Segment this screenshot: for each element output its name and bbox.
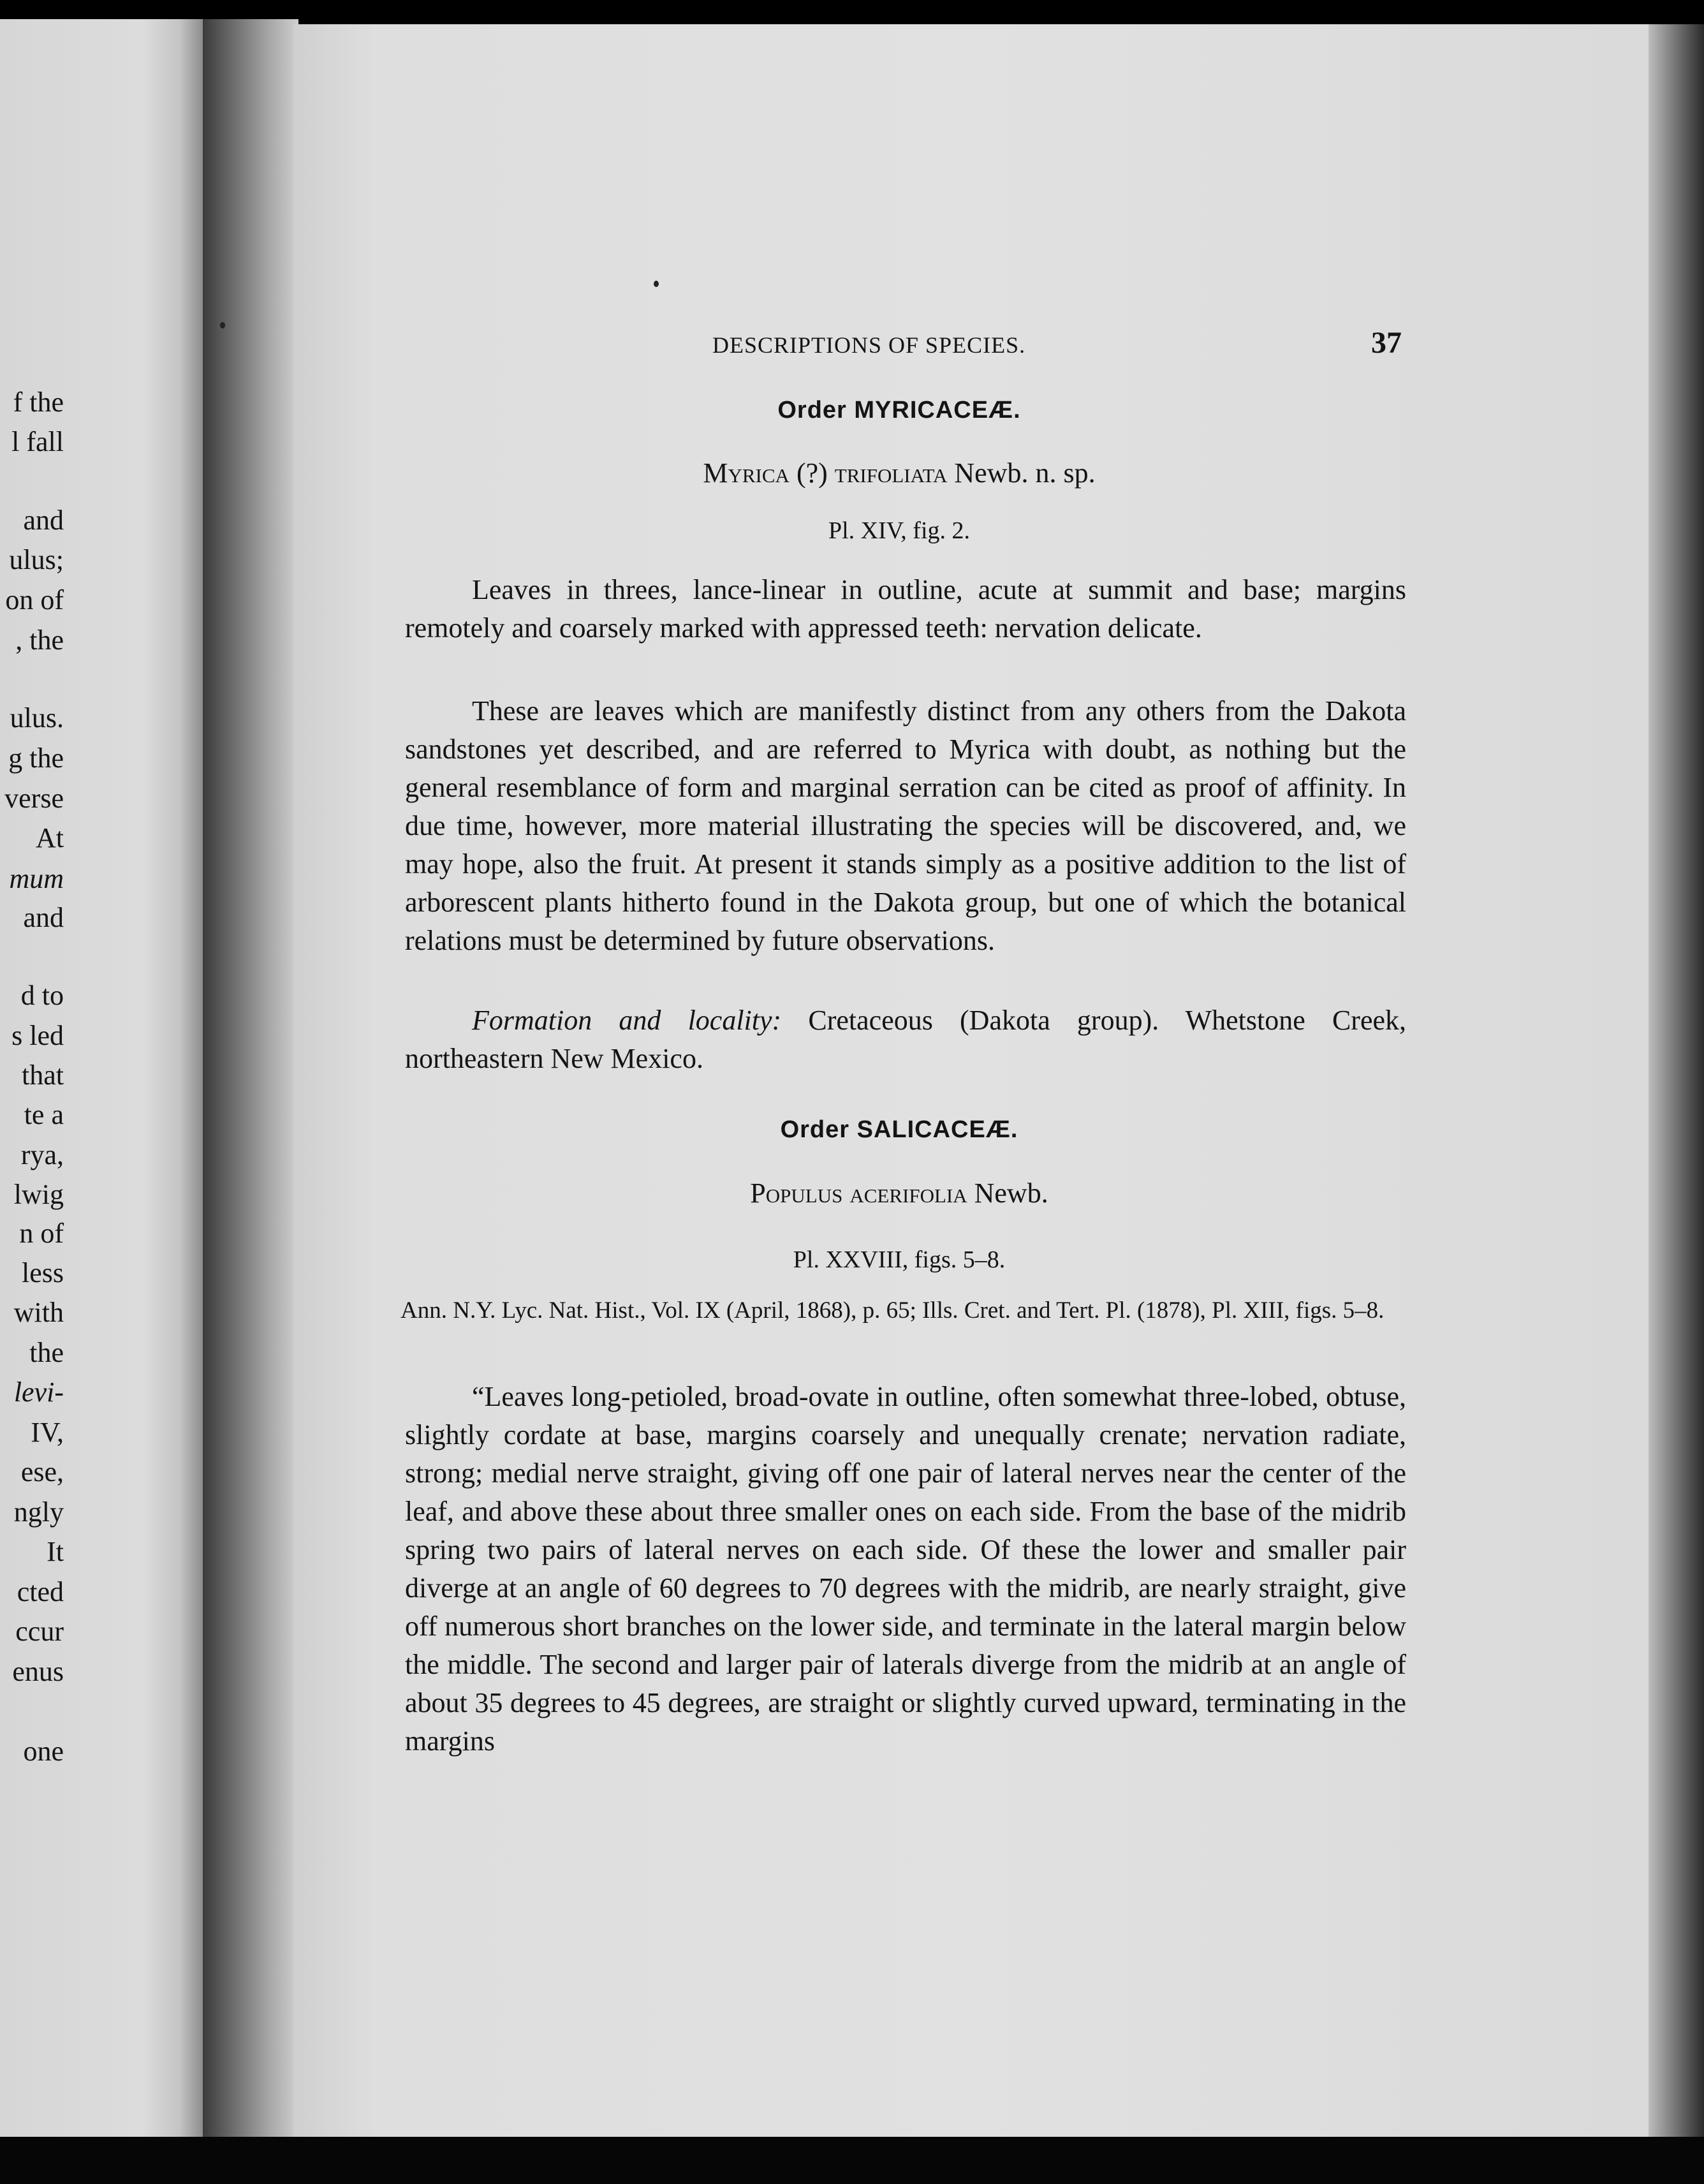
- formation-locality: [405, 1001, 1406, 1078]
- species-genus: Myrica: [703, 457, 790, 489]
- left-page-line-fragment: levi-: [13, 1376, 64, 1408]
- left-page-line-fragment: the: [29, 1337, 64, 1368]
- species-author: Newb.: [974, 1177, 1048, 1209]
- species-author: Newb. n. sp.: [954, 457, 1096, 489]
- left-page-line-fragment: enus: [12, 1656, 64, 1687]
- left-page-line-fragment: te a: [24, 1099, 64, 1130]
- book-gutter: [203, 19, 298, 2150]
- left-page-line-fragment: It: [47, 1536, 64, 1567]
- formation-label: Formation and locality:: [472, 1005, 782, 1036]
- left-page-line-fragment: At: [36, 822, 64, 853]
- scan-bottom-border: [0, 2137, 1704, 2184]
- species-heading-myrica: [402, 457, 1397, 489]
- right-page-edge: [1649, 24, 1704, 2142]
- running-head: DESCRIPTIONS OF SPECIES.: [712, 332, 1026, 358]
- left-page-line-fragment: n of: [19, 1218, 64, 1249]
- formation-text: Cretaceous (Dakota group). Whetstone Creek, northeastern New Mexico.: [405, 1005, 1407, 1074]
- page-number: 37: [1371, 326, 1402, 360]
- species-epithet: acerifolia: [849, 1177, 967, 1209]
- left-page-line-fragment: ese,: [20, 1456, 64, 1487]
- left-page-line-fragment: g the: [8, 742, 64, 774]
- remarks-paragraph: These are leaves which are manifestly distinct from any others from the Dakota sandstones yet described, and are referred to Myrica with doubt, as nothing but the general resemblance of form and marginal serration can be cited as proof of affinity. In due time, however, more material illustrating the species will be discovered, and, we may hope, also the fruit. At present it stands simply as a positive addition to the list of arborescent plants hitherto found in the Dakota group, but one of which the botanical relations must be determined by future observations.: [405, 695, 1406, 956]
- left-page-line-fragment: that: [22, 1059, 64, 1091]
- left-page-line-fragment: s led: [11, 1020, 64, 1051]
- species-genus: Populus: [750, 1177, 843, 1209]
- left-page-line-fragment: and: [23, 902, 64, 933]
- specks: [654, 281, 659, 287]
- left-page-line-fragment: ulus;: [9, 544, 64, 575]
- left-page-line-fragment: ccur: [15, 1616, 64, 1647]
- left-page-line-fragment: ngly: [13, 1496, 64, 1528]
- plate-reference: Pl. XIV, fig. 2.: [828, 517, 971, 544]
- species-epithet: (?) trifoliata: [796, 457, 948, 489]
- order-heading-salicaceae: Order SALICACEÆ.: [780, 1116, 1018, 1143]
- specks: [220, 322, 225, 328]
- left-page-line-fragment: less: [22, 1257, 64, 1288]
- order-heading-myricaceae: Order MYRICACEÆ.: [777, 397, 1021, 424]
- bibliographic-reference: Ann. N.Y. Lyc. Nat. Hist., Vol. IX (April, 1868), p. 65; Ills. Cret. and Tert. Pl. (1878), Pl. XIII, figs. 5–8.: [400, 1297, 1384, 1324]
- description-paragraph: “Leaves long-petioled, broad-ovate in outline, often somewhat three-lobed, obtuse, slightly cordate at base, margins coarsely and unequally crenate; nervation radiate, strong; medial nerve straight, giving off one pair of lateral nerves near the center of the leaf, and above these about three smaller ones on each side. From the base of the midrib spring two pairs of lateral nerves on each side. Of these the lower and smaller pair diverge at an angle of 60 degrees to 70 degrees with the midrib, are nearly straight, give off numerous short branches on the lower side, and terminate in the lateral margin below the middle. The second and larger pair of laterals diverge from the midrib at an angle of about 35 degrees to 45 degrees, are straight or slightly curved upward, terminating in the margins: [405, 1381, 1406, 1757]
- left-page-line-fragment: d to: [20, 980, 64, 1011]
- left-page-line-fragment: l fall: [11, 426, 64, 457]
- left-page-line-fragment: verse: [4, 783, 64, 814]
- left-page-line-fragment: one: [23, 1736, 64, 1767]
- plate-reference: Pl. XXVIII, figs. 5–8.: [793, 1246, 1006, 1273]
- left-page-line-fragment: , the: [15, 624, 64, 656]
- left-page-line-fragment: and: [23, 505, 64, 536]
- left-page-line-fragment: on of: [5, 584, 64, 616]
- left-page-line-fragment: mum: [9, 863, 64, 894]
- left-page-line-fragment: f the: [13, 387, 64, 418]
- left-page-line-fragment: ulus.: [10, 702, 64, 734]
- left-page-line-fragment: lwig: [13, 1179, 64, 1210]
- description-paragraph: Leaves in threes, lance-linear in outline, acute at summit and base; margins remotely and coarsely marked with appressed teeth: nervation delicate.: [405, 574, 1406, 644]
- left-page-line-fragment: cted: [17, 1576, 64, 1607]
- left-page-line-fragment: rya,: [20, 1139, 64, 1170]
- left-page-line-fragment: with: [13, 1297, 64, 1328]
- species-heading-populus: [402, 1177, 1397, 1209]
- left-page-line-fragment: IV,: [31, 1417, 64, 1448]
